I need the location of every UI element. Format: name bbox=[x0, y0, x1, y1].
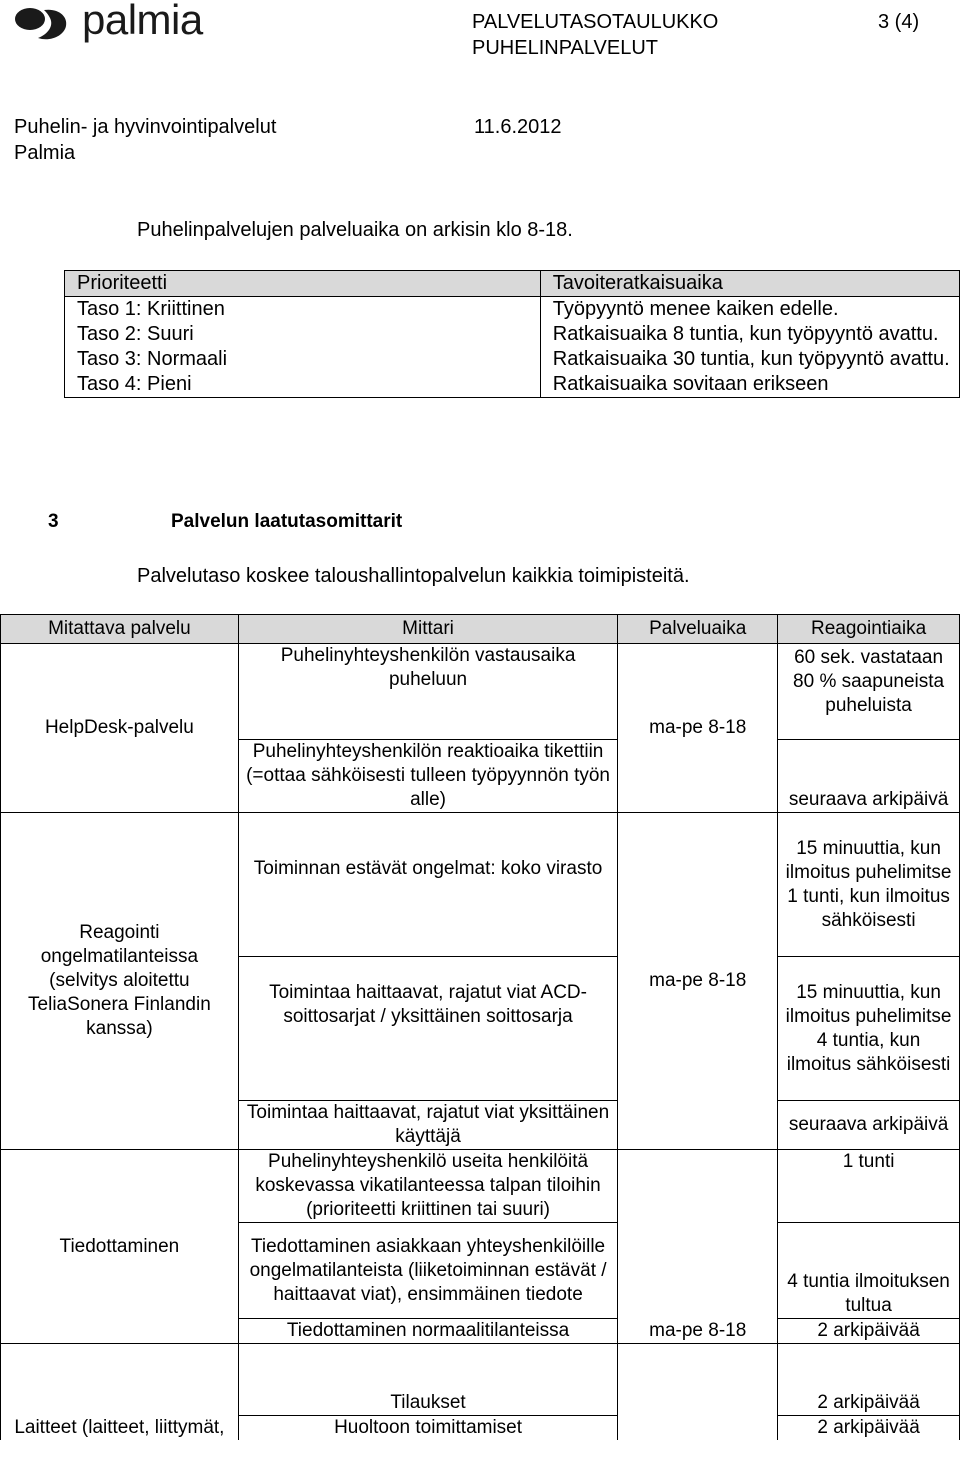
priority-level: Taso 3: Normaali bbox=[65, 347, 541, 372]
metric: Toimintaa haittaavat, rajatut viat yksittäinen käyttäjä bbox=[238, 1101, 618, 1150]
metric: Puhelinyhteyshenkilö useita henkilöitä koskevassa vikatilanteessa talpan tiloihin (prioriteetti kriittinen tai suuri) bbox=[238, 1150, 618, 1223]
table-row bbox=[1, 1344, 960, 1416]
service-time: ma-pe 8-18 bbox=[618, 1319, 778, 1344]
header-service-time: Palveluaika bbox=[618, 615, 778, 644]
table-row bbox=[65, 322, 960, 347]
metric: Tilaukset bbox=[238, 1344, 618, 1416]
metric: Tiedottaminen normaalitilanteissa bbox=[238, 1319, 618, 1344]
priority-level: Taso 2: Suuri bbox=[65, 322, 541, 347]
doc-subtitle: PUHELINPALVELUT bbox=[472, 37, 658, 59]
table-row bbox=[1, 644, 960, 740]
dept-line2: Palmia bbox=[14, 142, 76, 164]
header-metric: Mittari bbox=[238, 615, 618, 644]
metric: Puhelinyhteyshenkilön reaktioaika tikettiin (=ottaa sähköisesti tulleen työpyynnön työn alle) bbox=[238, 740, 618, 813]
priority-target: Työpyyntö menee kaiken edelle. bbox=[540, 297, 959, 323]
intro-text: Puhelinpalvelujen palveluaika on arkisin klo 8-18. bbox=[137, 219, 573, 241]
metric: Huoltoon toimittamiset bbox=[238, 1416, 618, 1441]
response-time: 15 minuuttia, kun ilmoitus puhelimitse 4 tuntia, kun ilmoitus sähköisesti bbox=[778, 957, 960, 1101]
table-row bbox=[65, 347, 960, 372]
service-reaction: Reagointi ongelmatilanteissa (selvitys aloitettu TeliaSonera Finlandin kanssa) bbox=[1, 813, 239, 1150]
service-time: ma-pe 8-18 bbox=[618, 813, 778, 1150]
metric: Puhelinyhteyshenkilön vastausaika puheluun bbox=[238, 644, 618, 740]
table-row bbox=[65, 297, 960, 323]
metric: Toimintaa haittaavat, rajatut viat ACD-soittosarjat / yksittäinen soittosarja bbox=[238, 957, 618, 1101]
response-time: seuraava arkipäivä bbox=[778, 1101, 960, 1150]
table-row bbox=[1, 813, 960, 957]
section-number: 3 bbox=[48, 511, 59, 532]
doc-date: 11.6.2012 bbox=[474, 116, 562, 138]
response-time: 2 arkipäivää bbox=[778, 1319, 960, 1344]
service-level-table bbox=[0, 614, 960, 1440]
priority-target: Ratkaisuaika sovitaan erikseen bbox=[540, 372, 959, 398]
response-time: 1 tunti bbox=[778, 1150, 960, 1223]
response-time: seuraava arkipäivä bbox=[778, 740, 960, 813]
service-time-empty bbox=[618, 1344, 778, 1441]
header-service: Mitattava palvelu bbox=[1, 615, 239, 644]
response-time: 2 arkipäivää bbox=[778, 1344, 960, 1416]
header-response-time: Reagointiaika bbox=[778, 615, 960, 644]
metric: Tiedottaminen asiakkaan yhteyshenkilöille ongelmatilanteista (liiketoiminnan estävät / haittaavat viat), ensimmäinen tiedote bbox=[238, 1223, 618, 1319]
priority-table bbox=[64, 270, 960, 398]
response-time: 15 minuuttia, kun ilmoitus puhelimitse 1 tunti, kun ilmoitus sähköisesti bbox=[778, 813, 960, 957]
section-title: Palvelun laatutasomittarit bbox=[171, 511, 403, 532]
table-row bbox=[65, 372, 960, 398]
priority-level: Taso 4: Pieni bbox=[65, 372, 541, 398]
priority-target: Ratkaisuaika 30 tuntia, kun työpyyntö avattu. bbox=[540, 347, 959, 372]
table-row bbox=[1, 1150, 960, 1223]
section-text: Palvelutaso koskee taloushallintopalvelun kaikkia toimipisteitä. bbox=[137, 565, 690, 587]
service-helpdesk: HelpDesk-palvelu bbox=[1, 644, 239, 813]
priority-level: Taso 1: Kriittinen bbox=[65, 297, 541, 323]
service-devices: Laitteet (laitteet, liittymät, bbox=[1, 1344, 239, 1441]
response-time: 60 sek. vastataan 80 % saapuneista puheluista bbox=[778, 644, 960, 740]
priority-header-level: Prioriteetti bbox=[65, 271, 541, 297]
response-time: 4 tuntia ilmoituksen tultua bbox=[778, 1223, 960, 1319]
service-time-empty bbox=[618, 1150, 778, 1319]
service-time: ma-pe 8-18 bbox=[618, 644, 778, 813]
metric: Toiminnan estävät ongelmat: koko virasto bbox=[238, 813, 618, 957]
doc-title: PALVELUTASOTAULUKKO bbox=[472, 11, 719, 33]
dept-line1: Puhelin- ja hyvinvointipalvelut bbox=[14, 116, 277, 138]
response-time: 2 arkipäivää bbox=[778, 1416, 960, 1441]
palmia-logo-text: palmia bbox=[82, 0, 203, 43]
palmia-logo-icon bbox=[14, 4, 70, 44]
service-info: Tiedottaminen bbox=[1, 1150, 239, 1344]
page-number: 3 (4) bbox=[878, 11, 920, 33]
priority-target: Ratkaisuaika 8 tuntia, kun työpyyntö avattu. bbox=[540, 322, 959, 347]
priority-header-target: Tavoiteratkaisuaika bbox=[540, 271, 959, 297]
